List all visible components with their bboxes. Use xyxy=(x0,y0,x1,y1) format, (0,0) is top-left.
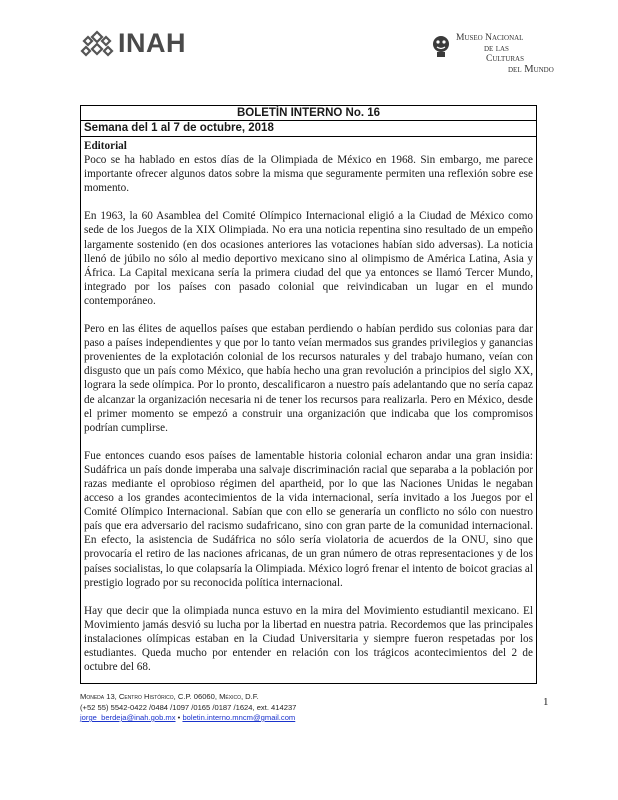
museo-line-3: Culturas xyxy=(486,54,524,64)
footer-phone: (+52 55) 5542-0422 /0484 /1097 /0165 /0187 /1624, ext. 414237 xyxy=(80,702,297,712)
museo-logo xyxy=(430,33,554,75)
paragraph-1: Poco se ha hablado en estos días de la Olimpiada de México en 1968. Sin embargo, me parece importante ofrecer algunos datos sobre la misma que seguramente permiten una reflexión sobre ese momento. xyxy=(84,154,533,195)
email-link-2[interactable]: boletin.interno.mncm@gmail.com xyxy=(182,713,296,722)
inah-logo-text: INAH xyxy=(118,28,186,58)
footer-address: Moneda 13, Centro Histórico, C.P. 06060, México, D.F. xyxy=(80,692,259,701)
museo-emblem-icon xyxy=(430,33,452,59)
footer-emails xyxy=(80,713,380,724)
museo-logo-text xyxy=(456,33,554,75)
page-number: 1 xyxy=(543,696,549,708)
page-header xyxy=(0,0,618,95)
bulletin-title: BOLETÍN INTERNO No. 16 xyxy=(81,106,536,121)
section-heading: Editorial xyxy=(84,140,127,152)
footer-separator: • xyxy=(177,713,181,722)
paragraph-5: Hay que decir que la olimpiada nunca estuvo en la mira del Movimiento estudiantil mexicano. El Movimiento jamás desvió su lucha por la libertad en nuestra patria. Recordemos que las principales instalaciones olímpicas estaban en la Ciudad Universitaria y siempre fueron respetadas por los estudiantes. Queda mucho por entender en relación con los trágicos acontecimientos del 2 de octubre del 68. xyxy=(84,604,533,674)
paragraph-2: En 1963, la 60 Asamblea del Comité Olímpico Internacional eligió a la Ciudad de México como sede de los Juegos de la XIX Olimpiada. No era una noticia repentina sino resultado de un empeño largamente sostenido (en dos ocasiones anteriores las votaciones habían sido adversas). La noticia llenó de júbilo no sólo al medio deportivo mexicano sino al olimpismo de América Latina, Asia y África. La Capital mexicana sería la primera ciudad del que ya entonces se llamó Tercer Mundo, integrado por los países con pasado colonial que reivindicaban un lugar en el mundo contemporáneo. xyxy=(84,210,533,307)
museo-line-1: Museo Nacional xyxy=(456,33,524,43)
paragraph-3: Pero en las élites de aquellos países que estaban perdiendo o habían perdido sus colonias para dar paso a países independientes y que por lo tanto veían mermados sus grandes privilegios y ganancias provenientes de la explotación colonial de los recursos naturales y del trabajo humano, veían con disgusto que un país como México, que había hecho una gran revolución a principios del siglo XX, lograra la sede olímpica. Por lo pronto, descalificaron a nuestro país adelantando que no sería capaz de alcanzar la organización necesaria ni de tener los recursos para realizarla. Pero en México, desde el primer momento se empezó a construir una organización que indicaba que los compromisos podrían cumplirse. xyxy=(84,323,533,434)
paragraph-4: Fue entonces cuando esos países de lamentable historia colonial echaron andar una gran insidia: Sudáfrica un país donde imperaba una salvaje discriminación racial que separaba a la población por razas mediante el oprobioso régimen del apartheid, por lo que las Naciones Unidas le negaban acceso a los grandes acontecimientos de la vida internacional, sería invitado a los Juegos por el Comité Olímpico Internacional. Sabían que con ello se generaría un conflicto no sólo con nuestro país que era adversario del racismo sudafricano, sino con gran parte de la comunidad internacional. En efecto, la asistencia de Sudáfrica no sólo sería violatoria de acuerdos de la ONU, sino que provocaría el retiro de las naciones africanas, de un gran número de otras representaciones y de los países socialistas, lo que colapsaría la Olimpiada. México logró frenar el intento de boicot gracias al prestigio logrado por su reconocida política internacional. xyxy=(84,449,533,589)
inah-emblem-icon xyxy=(80,29,114,59)
bulletin-box xyxy=(80,105,537,684)
bulletin-body xyxy=(81,137,536,674)
email-link-1[interactable]: jorge_berdeja@inah.gob.mx xyxy=(80,713,176,722)
page-footer xyxy=(80,692,380,724)
inah-logo xyxy=(80,28,186,59)
bulletin-week: Semana del 1 al 7 de octubre, 2018 xyxy=(81,121,536,137)
museo-line-4: del Mundo xyxy=(508,63,554,75)
museo-line-2: de las xyxy=(484,43,509,54)
